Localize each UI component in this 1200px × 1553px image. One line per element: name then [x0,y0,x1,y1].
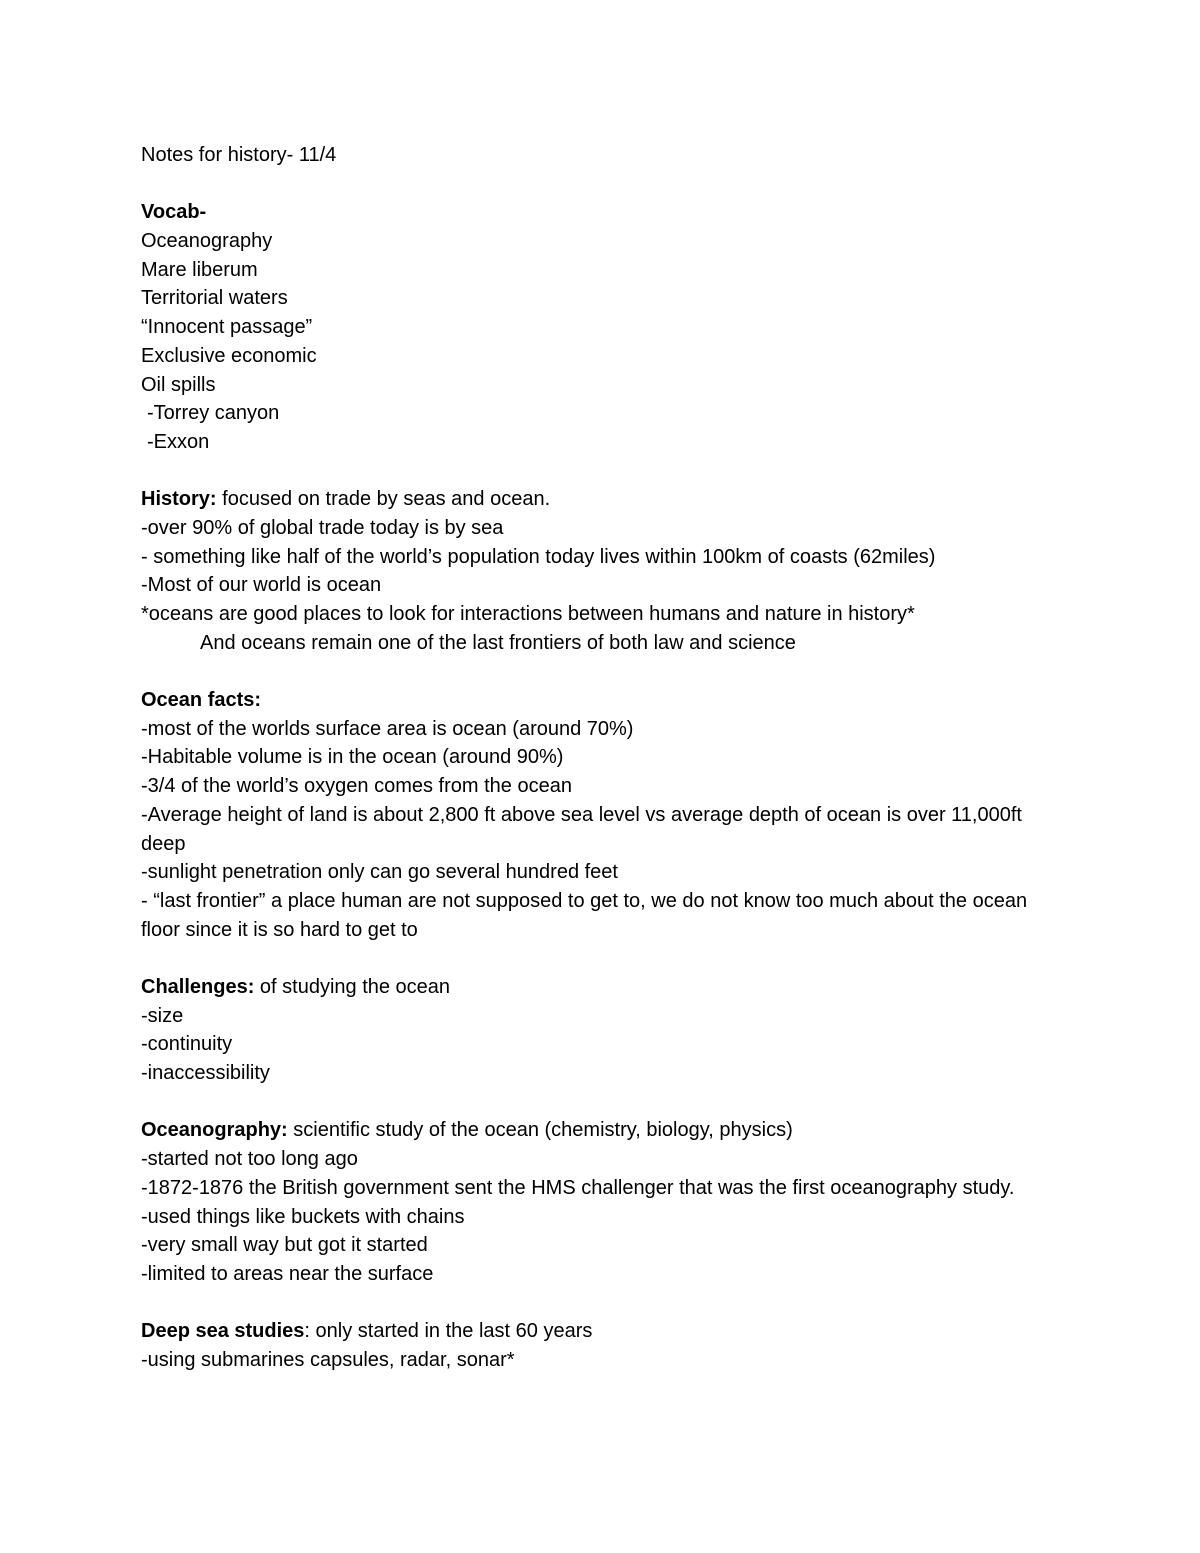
deep-sea-section [141,1317,1071,1374]
challenge-line: -continuity [141,1033,233,1056]
ocean-fact-line: -3/4 of the world’s oxygen comes from the ocean [141,775,572,798]
challenge-line: -size [141,1004,184,1027]
spacer [141,1289,1071,1318]
challenges-intro: of studying the ocean [254,976,451,998]
ocean-fact-line: - “last frontier” a place human are not supposed to get to, we do not know too much about the ocean floor since it is so hard to get to [141,889,1028,941]
notes-body [141,141,1071,1375]
ocean-fact-line: -Habitable volume is in the ocean (around 90%) [141,746,564,769]
ocean-facts-heading: Ocean facts: [141,689,262,712]
oceanography-line: -limited to areas near the surface [141,1262,434,1285]
history-line: -over 90% of global trade today is by sea [141,516,504,539]
vocab-sub-item: -Torrey canyon [147,402,280,425]
oceanography-line: -very small way but got it started [141,1234,428,1257]
oceanography-section [141,1116,1071,1288]
deep-sea-intro: : only started in the last 60 years [304,1320,593,1343]
vocab-heading: Vocab- [141,201,207,224]
vocab-item: “Innocent passage” [141,316,313,339]
vocab-section [141,198,1071,456]
history-line: -Most of our world is ocean [141,574,382,597]
history-indented-line: And oceans remain one of the last frontiers of both law and science [200,631,796,654]
vocab-sub-item: -Exxon [147,430,210,453]
page-title: Notes for history- 11/4 [141,144,337,166]
history-line: - something like half of the world’s population today lives within 100km of coasts (62miles) [141,545,936,568]
oceanography-line: -1872-1876 the British government sent the HMS challenger that was the first oceanography study. [141,1176,1015,1199]
vocab-item: Territorial waters [141,287,288,310]
history-line: *oceans are good places to look for interactions between humans and nature in history* [141,603,915,625]
oceanography-line: -started not too long ago [141,1148,358,1171]
history-intro: focused on trade by seas and ocean. [216,488,551,511]
oceanography-heading: Oceanography: [141,1119,288,1142]
oceanography-line: -used things like buckets with chains [141,1205,465,1228]
spacer [141,457,1071,486]
ocean-fact-line: -sunlight penetration only can go several hundred feet [141,861,618,884]
challenges-heading: Challenges: [141,976,255,998]
ocean-fact-line: -most of the worlds surface area is ocean (around 70%) [141,717,634,740]
ocean-facts-section [141,686,1071,944]
spacer [141,170,1071,199]
ocean-fact-line: -Average height of land is about 2,800 ft above sea level vs average depth of ocean is over 11,000ft deep [141,803,1022,855]
history-heading: History: [141,488,217,511]
vocab-item: Exclusive economic [141,344,317,367]
challenges-section [141,973,1071,1088]
vocab-item: Oceanography [141,230,273,253]
oceanography-intro: scientific study of the ocean (chemistry, biology, physics) [287,1119,793,1142]
spacer [141,1088,1071,1117]
deep-sea-heading: Deep sea studies [141,1320,305,1343]
spacer [141,944,1071,973]
vocab-item: Mare liberum [141,258,258,281]
vocab-item: Oil spills [141,373,216,396]
challenge-line: -inaccessibility [141,1062,270,1085]
history-section [141,485,1071,657]
deep-sea-line: -using submarines capsules, radar, sonar* [141,1348,515,1371]
spacer [141,657,1071,686]
